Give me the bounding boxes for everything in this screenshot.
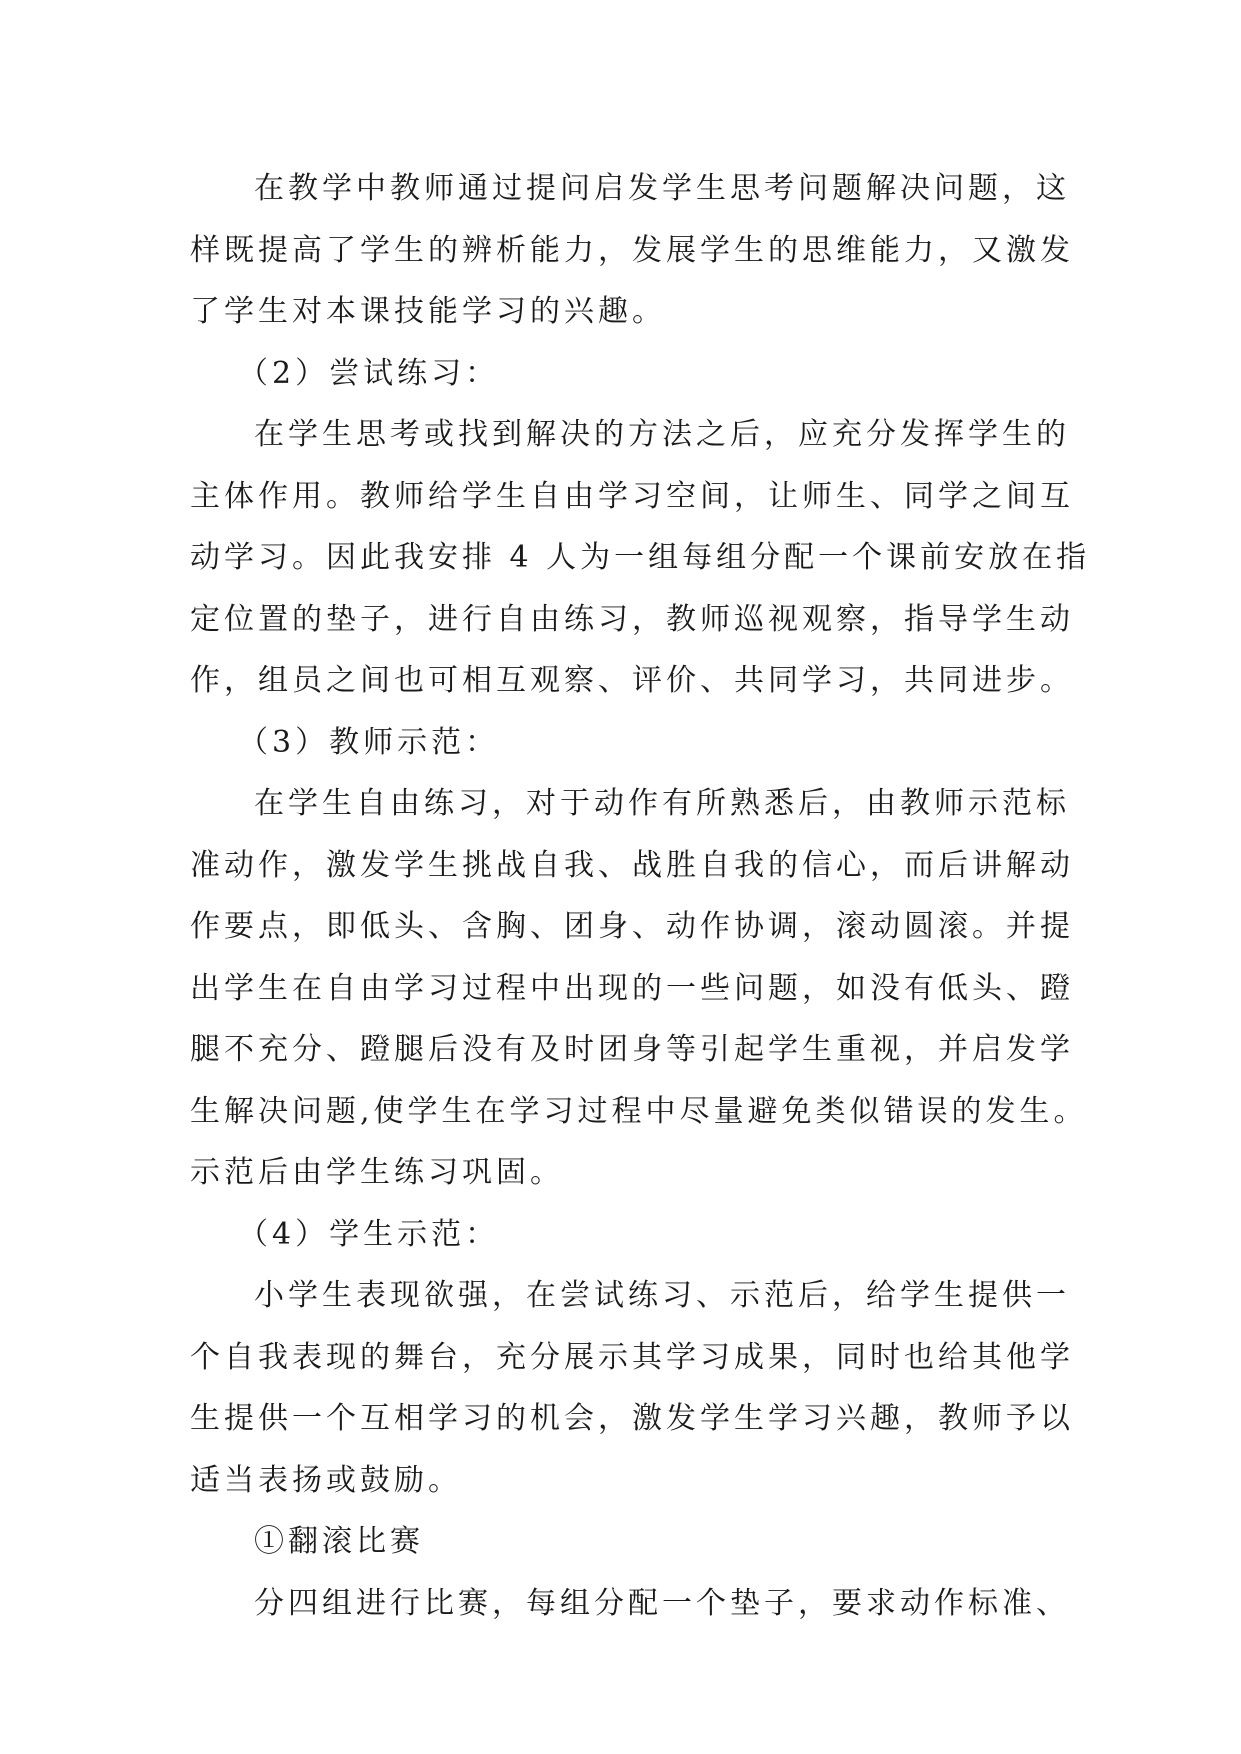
sub-heading: ①翻滚比赛: [254, 1524, 424, 1559]
text-line: 适当表扬或鼓励。: [190, 1462, 462, 1498]
text-line: 动学习。因此我安排 4 人为一组每组分配一个课前安放在指: [190, 540, 1091, 575]
text-line: 了学生对本课技能学习的兴趣。: [190, 294, 666, 329]
text-line: 样既提高了学生的辨析能力，发展学生的思维能力，又激发: [190, 232, 1074, 268]
text-line: 在学生思考或找到解决的方法之后，应充分发挥学生的: [254, 417, 1070, 452]
text-line: 作，组员之间也可相互观察、评价、共同学习，共同进步。: [190, 663, 1074, 698]
text-line: 主体作用。教师给学生自由学习空间，让师生、同学之间互: [190, 478, 1074, 514]
text-line: 作要点，即低头、含胸、团身、动作协调，滚动圆滚。并提: [190, 909, 1074, 944]
section-heading: （4）学生示范：: [238, 1216, 500, 1252]
section-heading: （2）尝试练习：: [238, 355, 500, 391]
text-line: 分四组进行比赛，每组分配一个垫子，要求动作标准、: [254, 1585, 1070, 1621]
document-body: [190, 158, 1091, 1634]
text-line: 生解决问题,使学生在学习过程中尽量避免类似错误的发生。: [190, 1093, 1088, 1129]
text-line: 腿不充分、蹬腿后没有及时团身等引起学生重视，并启发学: [190, 1032, 1074, 1067]
text-line: 个自我表现的舞台，充分展示其学习成果，同时也给其他学: [190, 1339, 1074, 1375]
text-line: 示范后由学生练习巩固。: [190, 1155, 564, 1190]
text-line: 小学生表现欲强，在尝试练习、示范后，给学生提供一: [254, 1278, 1070, 1313]
text-line: 准动作，激发学生挑战自我、战胜自我的信心，而后讲解动: [190, 847, 1074, 883]
section-heading: （3）教师示范：: [238, 724, 500, 760]
text-line: 定位置的垫子，进行自由练习，教师巡视观察，指导学生动: [190, 601, 1074, 637]
text-line: 在学生自由练习，对于动作有所熟悉后，由教师示范标: [254, 786, 1070, 821]
text-line: 出学生在自由学习过程中出现的一些问题，如没有低头、蹬: [190, 970, 1074, 1006]
text-line: 生提供一个互相学习的机会，激发学生学习兴趣，教师予以: [190, 1401, 1074, 1436]
text-line: 在教学中教师通过提问启发学生思考问题解决问题，这: [254, 171, 1070, 206]
